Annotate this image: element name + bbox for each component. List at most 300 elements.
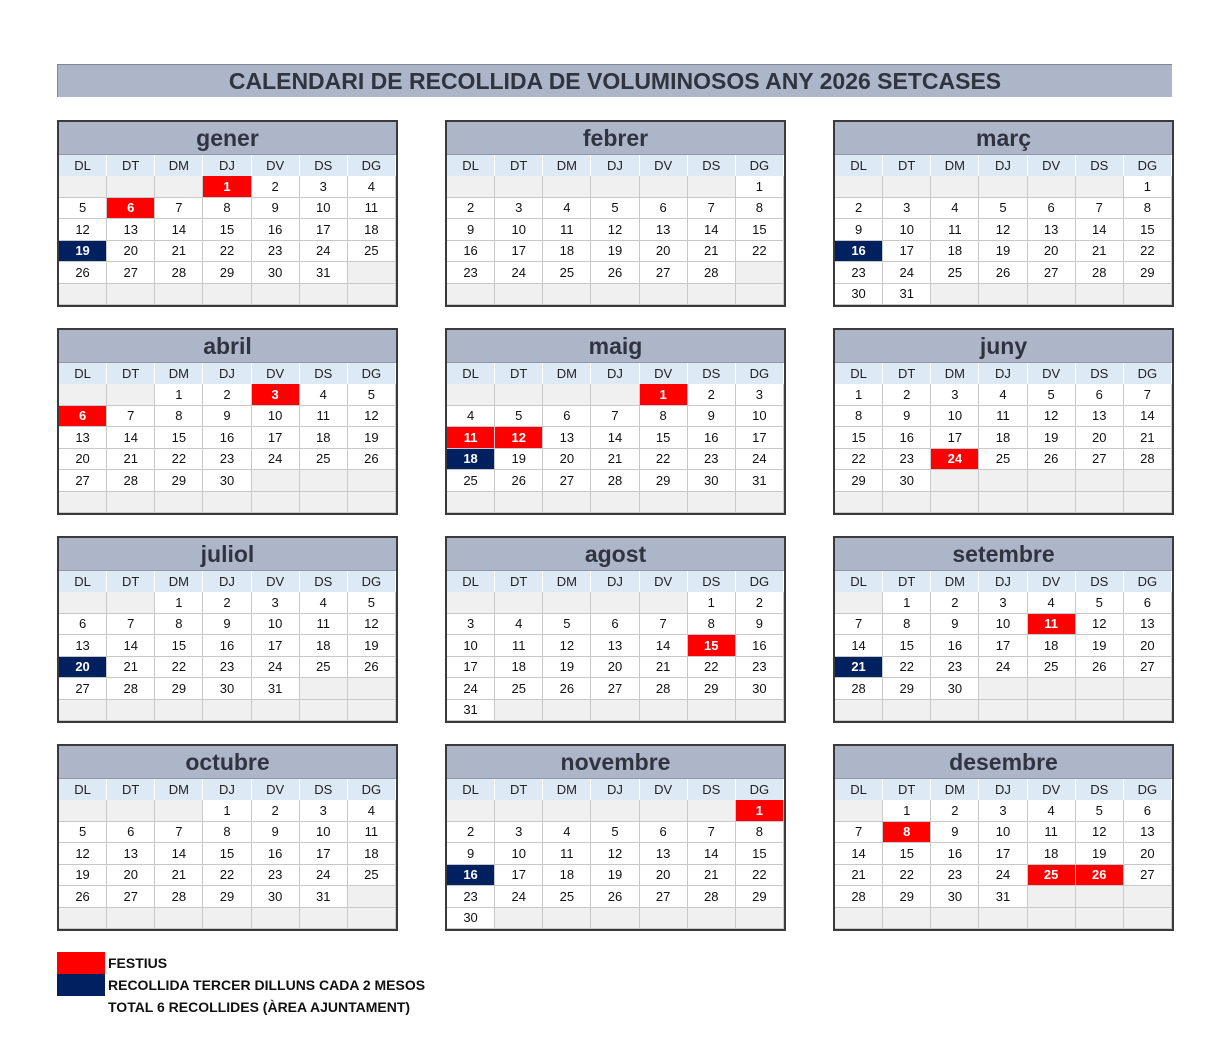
day-cell: 5 — [591, 198, 639, 220]
day-cell: 20 — [1028, 241, 1076, 263]
day-cell: 24 — [883, 262, 931, 284]
day-cell: 24 — [300, 241, 348, 263]
day-cell: 9 — [688, 406, 736, 428]
weekday-header: DG — [348, 571, 396, 592]
empty-cell — [252, 908, 300, 930]
weekday-header: DV — [640, 571, 688, 592]
empty-cell — [59, 908, 107, 930]
day-cell: 31 — [883, 284, 931, 306]
day-cell: 21 — [107, 449, 155, 471]
day-cell: 22 — [883, 865, 931, 887]
weekday-header: DG — [736, 363, 784, 384]
day-cell: 15 — [203, 219, 251, 241]
day-cell: 14 — [591, 427, 639, 449]
day-cell: 7 — [835, 822, 883, 844]
empty-cell — [1124, 700, 1172, 722]
empty-cell — [107, 492, 155, 514]
day-cell: 9 — [203, 406, 251, 428]
empty-cell — [348, 886, 396, 908]
day-cell: 23 — [931, 657, 979, 679]
weekday-header: DS — [300, 155, 348, 176]
day-cell: 19 — [348, 635, 396, 657]
empty-cell — [1028, 886, 1076, 908]
weekday-header: DT — [495, 571, 543, 592]
day-cell: 28 — [640, 678, 688, 700]
weekday-header: DJ — [979, 363, 1027, 384]
day-cell: 13 — [107, 843, 155, 865]
day-cell: 23 — [203, 449, 251, 471]
day-cell: 17 — [252, 427, 300, 449]
day-cell-festiu: 8 — [883, 822, 931, 844]
day-cell: 25 — [300, 657, 348, 679]
day-cell: 9 — [447, 843, 495, 865]
weekday-header: DV — [1028, 155, 1076, 176]
weekday-header: DV — [640, 779, 688, 800]
empty-cell — [107, 800, 155, 822]
day-cell: 6 — [1028, 198, 1076, 220]
day-cell: 11 — [348, 198, 396, 220]
day-cell: 16 — [203, 427, 251, 449]
day-cell: 21 — [688, 865, 736, 887]
day-cell: 30 — [203, 470, 251, 492]
day-cell: 10 — [495, 843, 543, 865]
empty-cell — [931, 492, 979, 514]
day-cell: 20 — [107, 865, 155, 887]
day-cell: 21 — [155, 865, 203, 887]
day-cell: 27 — [1124, 865, 1172, 887]
day-cell: 29 — [640, 470, 688, 492]
day-cell: 15 — [640, 427, 688, 449]
weekday-header: DT — [883, 155, 931, 176]
day-cell: 26 — [495, 470, 543, 492]
empty-cell — [203, 284, 251, 306]
day-cell: 5 — [979, 198, 1027, 220]
day-cell: 13 — [1076, 406, 1124, 428]
weekday-header: DL — [447, 155, 495, 176]
day-cell: 28 — [107, 678, 155, 700]
day-cell: 4 — [1028, 800, 1076, 822]
day-cell: 14 — [107, 635, 155, 657]
day-cell: 7 — [835, 614, 883, 636]
empty-cell — [107, 176, 155, 198]
day-cell: 30 — [447, 908, 495, 930]
empty-cell — [688, 492, 736, 514]
empty-cell — [1076, 470, 1124, 492]
day-cell: 13 — [1124, 822, 1172, 844]
day-cell: 5 — [348, 592, 396, 614]
weekday-header: DJ — [591, 571, 639, 592]
weekday-header: DS — [1076, 155, 1124, 176]
empty-cell — [1028, 176, 1076, 198]
month-juny — [833, 328, 1174, 515]
day-cell: 26 — [543, 678, 591, 700]
day-cell: 14 — [155, 843, 203, 865]
day-cell: 13 — [591, 635, 639, 657]
weekday-header: DS — [300, 363, 348, 384]
empty-cell — [107, 284, 155, 306]
empty-cell — [1028, 284, 1076, 306]
day-cell: 18 — [348, 219, 396, 241]
day-cell: 9 — [931, 614, 979, 636]
day-cell: 27 — [1124, 657, 1172, 679]
weekday-header: DL — [447, 363, 495, 384]
day-cell: 28 — [107, 470, 155, 492]
day-cell: 26 — [1076, 657, 1124, 679]
empty-cell — [640, 908, 688, 930]
day-cell: 15 — [883, 843, 931, 865]
month-name: febrer — [447, 122, 784, 155]
empty-cell — [1076, 176, 1124, 198]
empty-cell — [835, 176, 883, 198]
empty-cell — [591, 176, 639, 198]
empty-cell — [155, 284, 203, 306]
day-cell: 14 — [107, 427, 155, 449]
empty-cell — [1124, 886, 1172, 908]
empty-cell — [300, 470, 348, 492]
weekday-header: DV — [252, 155, 300, 176]
weekday-header: DL — [447, 779, 495, 800]
day-cell: 20 — [107, 241, 155, 263]
weekday-header: DL — [835, 363, 883, 384]
day-cell: 4 — [495, 614, 543, 636]
day-cell: 3 — [300, 176, 348, 198]
empty-cell — [59, 176, 107, 198]
day-cell: 25 — [300, 449, 348, 471]
day-cell: 1 — [203, 800, 251, 822]
day-cell: 11 — [300, 406, 348, 428]
day-cell: 8 — [835, 406, 883, 428]
day-cell: 21 — [155, 241, 203, 263]
empty-cell — [495, 700, 543, 722]
day-cell: 29 — [203, 886, 251, 908]
empty-cell — [979, 908, 1027, 930]
day-cell: 12 — [979, 219, 1027, 241]
day-cell: 2 — [203, 592, 251, 614]
empty-cell — [1028, 492, 1076, 514]
day-cell: 4 — [1028, 592, 1076, 614]
day-cell: 21 — [591, 449, 639, 471]
empty-cell — [300, 678, 348, 700]
day-cell: 17 — [300, 843, 348, 865]
month-name: octubre — [59, 746, 396, 779]
day-cell: 2 — [835, 198, 883, 220]
empty-cell — [155, 908, 203, 930]
day-cell: 27 — [107, 886, 155, 908]
weekday-header: DJ — [591, 155, 639, 176]
day-cell: 4 — [348, 800, 396, 822]
empty-cell — [1124, 470, 1172, 492]
day-cell: 5 — [1076, 800, 1124, 822]
day-cell: 12 — [591, 843, 639, 865]
empty-cell — [495, 800, 543, 822]
empty-cell — [979, 700, 1027, 722]
weekday-header: DS — [688, 363, 736, 384]
day-cell: 7 — [1124, 384, 1172, 406]
weekday-header: DV — [1028, 571, 1076, 592]
day-cell: 10 — [736, 406, 784, 428]
day-cell: 15 — [835, 427, 883, 449]
day-cell: 26 — [59, 262, 107, 284]
day-cell-festiu: 26 — [1076, 865, 1124, 887]
empty-cell — [447, 284, 495, 306]
weekday-header: DT — [495, 779, 543, 800]
day-cell: 31 — [300, 262, 348, 284]
month-name: setembre — [835, 538, 1172, 571]
day-cell: 11 — [495, 635, 543, 657]
empty-cell — [447, 384, 495, 406]
day-cell-recollida: 18 — [447, 449, 495, 471]
day-cell: 7 — [1076, 198, 1124, 220]
day-cell: 1 — [883, 592, 931, 614]
empty-cell — [495, 908, 543, 930]
weekday-header: DT — [495, 363, 543, 384]
day-cell: 22 — [640, 449, 688, 471]
day-cell: 2 — [203, 384, 251, 406]
day-cell: 6 — [1076, 384, 1124, 406]
day-cell: 26 — [591, 886, 639, 908]
day-cell: 6 — [543, 406, 591, 428]
day-cell: 11 — [543, 219, 591, 241]
weekday-header: DS — [1076, 571, 1124, 592]
day-cell: 21 — [688, 241, 736, 263]
empty-cell — [300, 700, 348, 722]
empty-cell — [591, 700, 639, 722]
day-cell: 24 — [736, 449, 784, 471]
empty-cell — [543, 492, 591, 514]
weekday-header: DG — [348, 155, 396, 176]
day-cell: 29 — [155, 470, 203, 492]
empty-cell — [348, 262, 396, 284]
day-cell: 26 — [979, 262, 1027, 284]
day-cell: 7 — [688, 822, 736, 844]
day-cell: 25 — [979, 449, 1027, 471]
day-cell: 15 — [736, 843, 784, 865]
day-cell: 29 — [883, 678, 931, 700]
day-cell: 25 — [1028, 657, 1076, 679]
day-cell: 18 — [495, 657, 543, 679]
day-cell: 9 — [835, 219, 883, 241]
empty-cell — [155, 176, 203, 198]
day-cell-festiu: 6 — [107, 198, 155, 220]
day-cell: 4 — [300, 592, 348, 614]
empty-cell — [835, 592, 883, 614]
legend-total-label: TOTAL 6 RECOLLIDES (ÀREA AJUNTAMENT) — [108, 999, 411, 1015]
day-cell: 28 — [688, 262, 736, 284]
day-cell: 7 — [688, 198, 736, 220]
empty-cell — [883, 492, 931, 514]
weekday-header: DS — [688, 571, 736, 592]
day-cell: 18 — [979, 427, 1027, 449]
day-cell: 6 — [1124, 800, 1172, 822]
month-name: juny — [835, 330, 1172, 363]
day-cell: 18 — [1028, 843, 1076, 865]
weekday-header: DV — [1028, 779, 1076, 800]
month-febrer — [445, 120, 786, 307]
empty-cell — [591, 384, 639, 406]
empty-cell — [736, 492, 784, 514]
day-cell: 31 — [736, 470, 784, 492]
day-cell: 15 — [155, 427, 203, 449]
empty-cell — [155, 492, 203, 514]
month-març — [833, 120, 1174, 307]
day-cell: 15 — [1124, 219, 1172, 241]
empty-cell — [495, 284, 543, 306]
day-cell: 23 — [447, 886, 495, 908]
weekday-header: DL — [59, 155, 107, 176]
day-cell: 10 — [252, 614, 300, 636]
day-cell: 5 — [1028, 384, 1076, 406]
day-cell: 11 — [979, 406, 1027, 428]
day-cell: 30 — [252, 262, 300, 284]
day-cell: 4 — [979, 384, 1027, 406]
day-cell: 11 — [931, 219, 979, 241]
day-cell: 14 — [688, 219, 736, 241]
month-desembre — [833, 744, 1174, 931]
day-cell: 4 — [931, 198, 979, 220]
day-cell: 16 — [252, 219, 300, 241]
day-cell: 23 — [736, 657, 784, 679]
month-gener — [57, 120, 398, 307]
day-cell: 25 — [543, 262, 591, 284]
empty-cell — [1028, 678, 1076, 700]
day-cell: 13 — [59, 635, 107, 657]
month-octubre — [57, 744, 398, 931]
day-cell: 3 — [495, 198, 543, 220]
day-cell: 12 — [1076, 614, 1124, 636]
day-cell: 16 — [203, 635, 251, 657]
day-cell: 13 — [640, 843, 688, 865]
empty-cell — [59, 800, 107, 822]
day-cell: 26 — [348, 449, 396, 471]
weekday-header: DV — [640, 155, 688, 176]
day-cell: 12 — [348, 614, 396, 636]
day-cell: 31 — [252, 678, 300, 700]
day-cell: 19 — [543, 657, 591, 679]
day-cell: 14 — [1124, 406, 1172, 428]
day-cell: 5 — [543, 614, 591, 636]
day-cell-festiu: 1 — [203, 176, 251, 198]
month-abril — [57, 328, 398, 515]
weekday-header: DT — [883, 363, 931, 384]
weekday-header: DS — [1076, 779, 1124, 800]
day-cell: 7 — [155, 198, 203, 220]
day-cell: 14 — [835, 635, 883, 657]
day-cell: 9 — [931, 822, 979, 844]
empty-cell — [640, 592, 688, 614]
day-cell: 5 — [495, 406, 543, 428]
day-cell: 14 — [1076, 219, 1124, 241]
weekday-header: DG — [1124, 571, 1172, 592]
weekday-header: DG — [1124, 363, 1172, 384]
day-cell: 8 — [883, 614, 931, 636]
weekday-header: DJ — [591, 779, 639, 800]
day-cell: 7 — [107, 406, 155, 428]
day-cell: 25 — [348, 241, 396, 263]
day-cell: 19 — [59, 865, 107, 887]
empty-cell — [979, 284, 1027, 306]
day-cell: 1 — [1124, 176, 1172, 198]
day-cell: 31 — [300, 886, 348, 908]
day-cell: 19 — [1028, 427, 1076, 449]
day-cell: 8 — [203, 822, 251, 844]
weekday-header: DM — [931, 779, 979, 800]
weekday-header: DT — [107, 155, 155, 176]
empty-cell — [688, 284, 736, 306]
empty-cell — [1028, 908, 1076, 930]
day-cell: 19 — [1076, 843, 1124, 865]
day-cell: 27 — [543, 470, 591, 492]
day-cell: 28 — [835, 886, 883, 908]
day-cell: 11 — [543, 843, 591, 865]
day-cell: 18 — [543, 865, 591, 887]
day-cell: 26 — [59, 886, 107, 908]
day-cell: 3 — [252, 592, 300, 614]
day-cell: 12 — [1076, 822, 1124, 844]
day-cell: 6 — [640, 198, 688, 220]
day-cell: 15 — [883, 635, 931, 657]
empty-cell — [543, 592, 591, 614]
empty-cell — [348, 908, 396, 930]
empty-cell — [835, 908, 883, 930]
empty-cell — [1076, 284, 1124, 306]
day-cell: 17 — [883, 241, 931, 263]
month-name: juliol — [59, 538, 396, 571]
day-cell: 8 — [155, 406, 203, 428]
weekday-header: DM — [931, 571, 979, 592]
empty-cell — [640, 700, 688, 722]
legend-festius-label: FESTIUS — [108, 955, 168, 971]
empty-cell — [931, 284, 979, 306]
weekday-header: DJ — [203, 363, 251, 384]
empty-cell — [252, 470, 300, 492]
day-cell: 12 — [543, 635, 591, 657]
day-cell: 22 — [155, 449, 203, 471]
day-cell: 1 — [688, 592, 736, 614]
day-cell: 16 — [883, 427, 931, 449]
empty-cell — [883, 908, 931, 930]
day-cell-festiu: 3 — [252, 384, 300, 406]
empty-cell — [155, 800, 203, 822]
day-cell: 24 — [300, 865, 348, 887]
day-cell: 22 — [203, 865, 251, 887]
day-cell: 22 — [883, 657, 931, 679]
day-cell: 4 — [300, 384, 348, 406]
weekday-header: DM — [931, 363, 979, 384]
day-cell: 19 — [1076, 635, 1124, 657]
day-cell: 5 — [59, 198, 107, 220]
empty-cell — [591, 800, 639, 822]
day-cell: 17 — [979, 635, 1027, 657]
day-cell: 6 — [107, 822, 155, 844]
day-cell: 1 — [155, 592, 203, 614]
empty-cell — [543, 284, 591, 306]
empty-cell — [835, 700, 883, 722]
day-cell: 24 — [979, 657, 1027, 679]
empty-cell — [447, 592, 495, 614]
day-cell: 3 — [931, 384, 979, 406]
day-cell: 28 — [1124, 449, 1172, 471]
day-cell: 19 — [591, 865, 639, 887]
day-cell: 18 — [348, 843, 396, 865]
day-cell: 18 — [1028, 635, 1076, 657]
day-cell: 13 — [1124, 614, 1172, 636]
empty-cell — [543, 800, 591, 822]
day-cell: 8 — [1124, 198, 1172, 220]
day-cell: 25 — [543, 886, 591, 908]
empty-cell — [300, 284, 348, 306]
day-cell: 4 — [447, 406, 495, 428]
day-cell: 13 — [59, 427, 107, 449]
